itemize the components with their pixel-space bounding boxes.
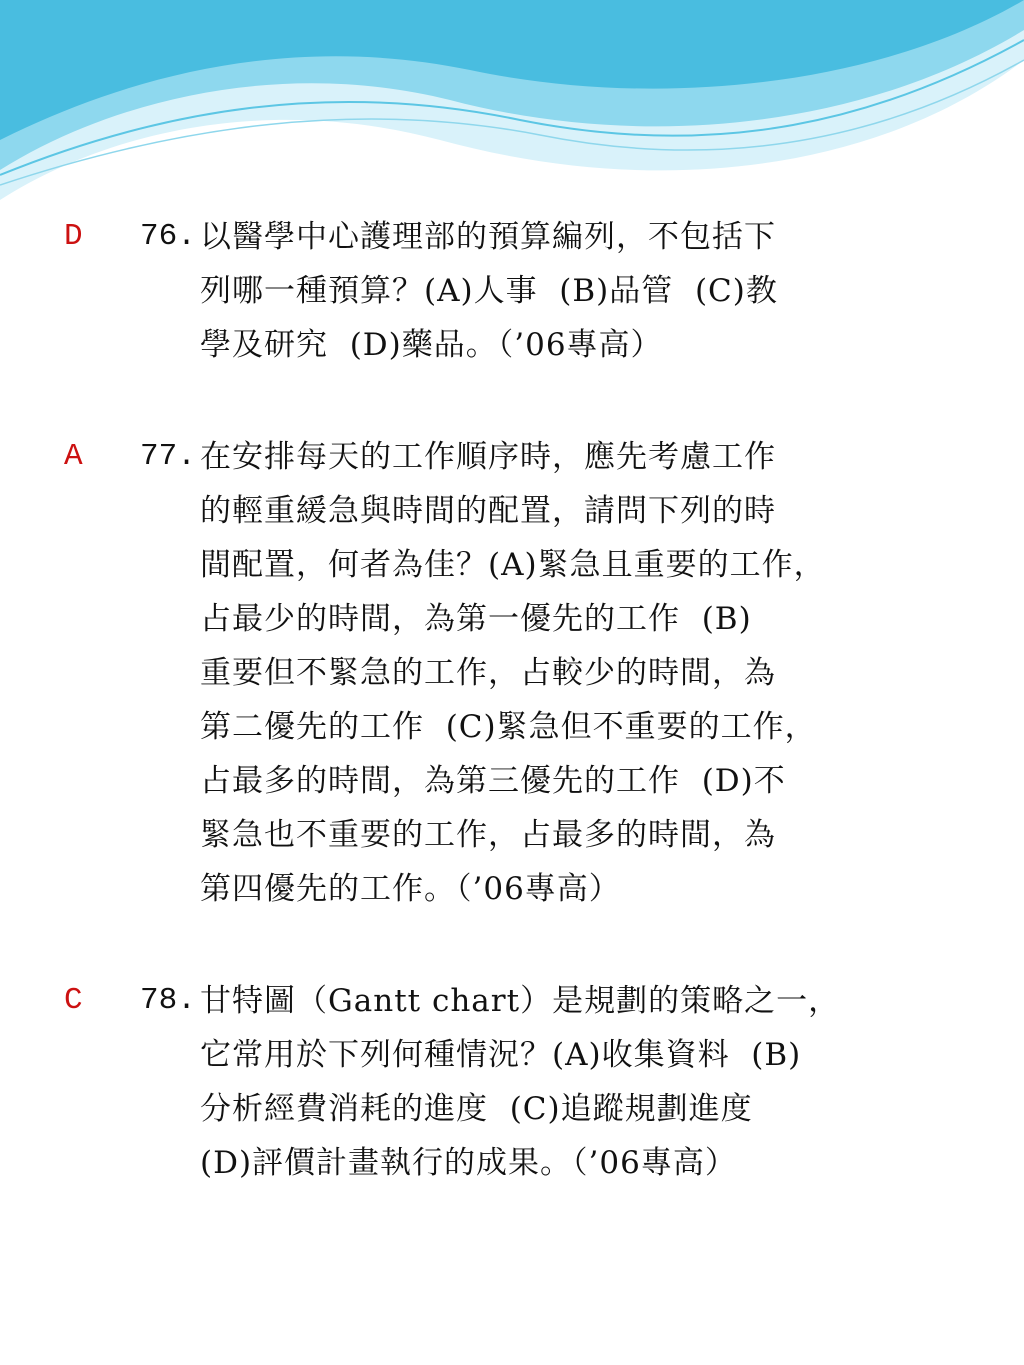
question-line: 列哪一種預算？(A)人事 (B)品管 (C)教 — [200, 273, 778, 309]
question-line: 重要但不緊急的工作，占較少的時間，為 — [200, 655, 776, 691]
question-text — [200, 430, 940, 916]
question-number: 76. — [140, 219, 196, 254]
question-line: 間配置，何者為佳？(A)緊急且重要的工作， — [200, 547, 826, 583]
question-line: 學及研究 (D)藥品。（’06專高） — [200, 327, 663, 363]
question-number: 78. — [140, 983, 196, 1018]
question-line: 以醫學中心護理部的預算編列，不包括下 — [200, 219, 776, 255]
question-text — [200, 974, 940, 1190]
question-line: (D)評價計畫執行的成果。（’06專高） — [200, 1145, 737, 1181]
question-line: 的輕重緩急與時間的配置，請問下列的時 — [200, 493, 776, 529]
question-line: 甘特圖（Gantt chart）是規劃的策略之一， — [200, 983, 841, 1019]
question-line: 占最少的時間，為第一優先的工作 (B) — [200, 601, 752, 637]
question-line: 它常用於下列何種情況？(A)收集資料 (B) — [200, 1037, 802, 1073]
answer-key: D — [64, 219, 83, 254]
header-wave-decoration — [0, 0, 1024, 240]
question-number: 77. — [140, 439, 196, 474]
answer-key: C — [64, 983, 83, 1018]
question-line: 分析經費消耗的進度 (C)追蹤規劃進度 — [200, 1091, 753, 1127]
question-line: 第四優先的工作。（’06專高） — [200, 871, 621, 907]
question-text — [200, 210, 940, 372]
question-line: 占最多的時間，為第三優先的工作 (D)不 — [200, 763, 786, 799]
question-line: 在安排每天的工作順序時，應先考慮工作 — [200, 439, 776, 475]
question-line: 緊急也不重要的工作，占最多的時間，為 — [200, 817, 776, 853]
question-line: 第二優先的工作 (C)緊急但不重要的工作， — [200, 709, 817, 745]
answer-key: A — [64, 439, 83, 474]
